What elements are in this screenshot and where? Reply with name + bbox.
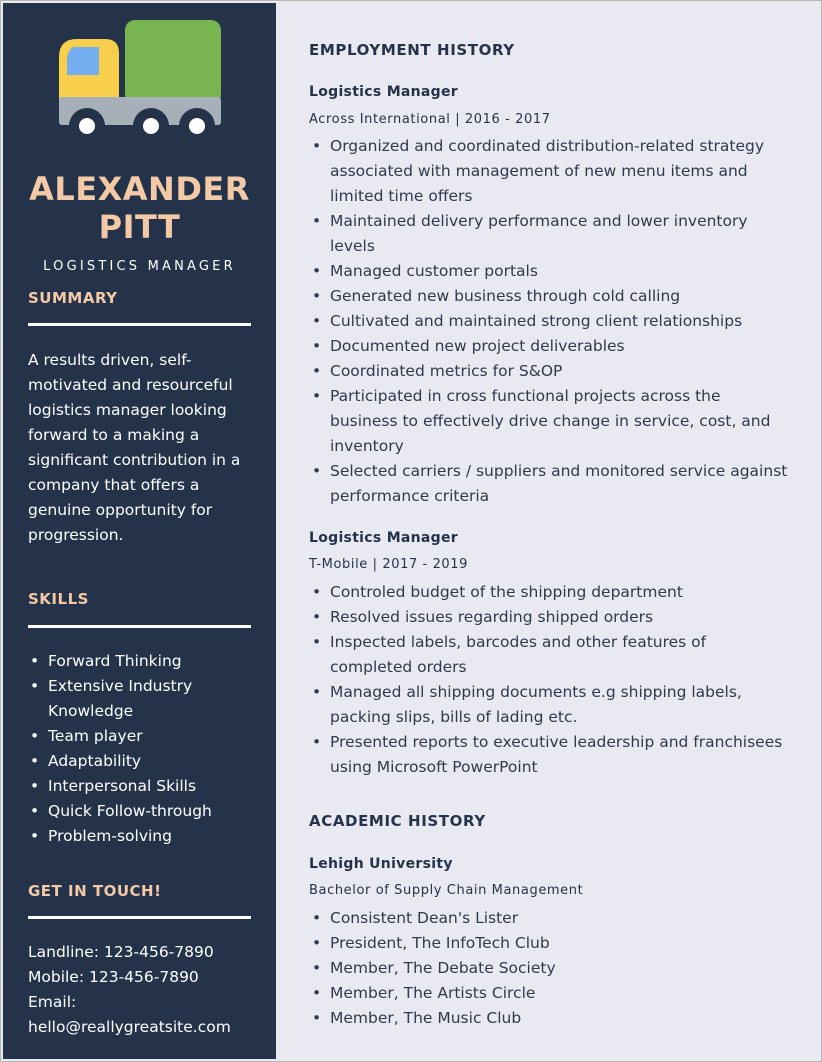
contact-block (28, 940, 273, 1040)
contact-heading: GET IN TOUCH! (28, 882, 162, 900)
skill-item: • Forward Thinking (28, 649, 263, 674)
contact-divider (28, 916, 251, 919)
job-bullet: • Cultivated and maintained strong client relationships (309, 309, 789, 334)
job-bullet: • Managed customer portals (309, 259, 789, 284)
summary-text: A results driven, self-motivated and resourceful logistics manager looking forward to a making a significant contribution in a company that offers a genuine opportunity for progression. (28, 351, 241, 544)
skill-item: • Problem-solving (28, 824, 263, 849)
main-content (276, 3, 819, 1059)
job-bullet: • Participated in cross functional projects across the business to effectively drive change in service, cost, and inventory (309, 384, 789, 459)
job-bullet: • Maintained delivery performance and lower inventory levels (309, 209, 789, 259)
truck-icon (55, 17, 227, 145)
contact-email-label: Email: (28, 993, 77, 1011)
job-company: T-Mobile | 2017 - 2019 (309, 557, 469, 572)
degree-name: Bachelor of Supply Chain Management (309, 883, 584, 898)
job-title: Logistics Manager (309, 530, 459, 546)
candidate-role: LOGISTICS MANAGER (43, 259, 236, 274)
job-bullet: • Presented reports to executive leadership and franchisees using Microsoft PowerPoint (309, 730, 789, 780)
skills-heading: SKILLS (28, 590, 89, 608)
contact-landline: Landline: 123-456-7890 (28, 943, 214, 961)
sidebar (3, 3, 276, 1059)
academic-bullet-list (309, 906, 789, 1031)
job-bullet: • Controled budget of the shipping department (309, 580, 789, 605)
academic-bullet: • Member, The Artists Circle (309, 981, 789, 1006)
skill-item: • Adaptability (28, 749, 263, 774)
academic-heading: ACADEMIC HISTORY (309, 812, 486, 830)
skills-list (28, 649, 263, 849)
job-bullet: • Coordinated metrics for S&OP (309, 359, 789, 384)
job-bullet: • Documented new project deliverables (309, 334, 789, 359)
skill-item: • Interpersonal Skills (28, 774, 263, 799)
academic-bullet: • Member, The Debate Society (309, 956, 789, 981)
summary-heading: SUMMARY (28, 289, 118, 307)
academic-bullet: • President, The InfoTech Club (309, 931, 789, 956)
job-company: Across International | 2016 - 2017 (309, 112, 551, 127)
school-name: Lehigh University (309, 856, 453, 872)
academic-bullet: • Consistent Dean's Lister (309, 906, 789, 931)
academic-bullet: • Member, The Music Club (309, 1006, 789, 1031)
employment-heading: EMPLOYMENT HISTORY (309, 41, 515, 59)
job-bullet-list (309, 580, 789, 780)
job-bullet: • Organized and coordinated distribution-related strategy associated with management of new menu items and limited time offers (309, 134, 789, 209)
summary-divider (28, 323, 251, 326)
job-bullet: • Resolved issues regarding shipped orders (309, 605, 789, 630)
skill-item: • Quick Follow-through (28, 799, 263, 824)
contact-mobile: Mobile: 123-456-7890 (28, 968, 199, 986)
job-bullet: • Generated new business through cold calling (309, 284, 789, 309)
skill-item: • Extensive Industry Knowledge (28, 674, 263, 724)
skill-item: • Team player (28, 724, 263, 749)
job-bullet-list (309, 134, 789, 509)
job-title: Logistics Manager (309, 84, 459, 100)
candidate-last-name: PITT (98, 208, 181, 246)
job-bullet: • Selected carriers / suppliers and monitored service against performance criteria (309, 459, 789, 509)
skills-divider (28, 625, 251, 628)
job-bullet: • Managed all shipping documents e.g shipping labels, packing slips, bills of lading etc. (309, 680, 789, 730)
candidate-first-name: ALEXANDER (29, 170, 250, 208)
job-bullet: • Inspected labels, barcodes and other features of completed orders (309, 630, 789, 680)
contact-email[interactable]: hello@reallygreatsite.com (28, 1018, 231, 1036)
